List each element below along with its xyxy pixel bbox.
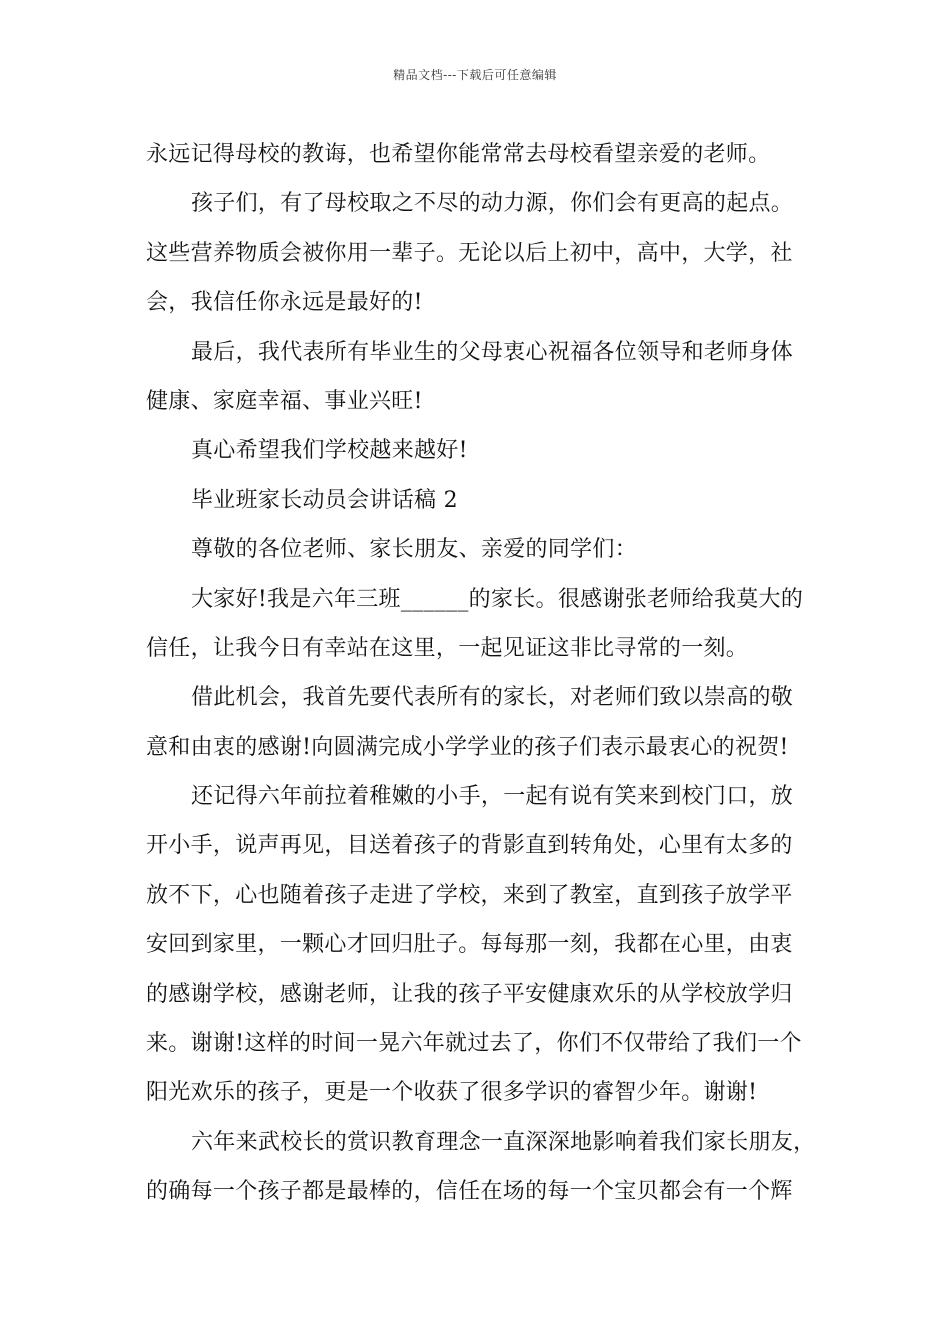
text-line: 的确每一个孩子都是最棒的，信任在场的每一个宝贝都会有一个辉 [146, 1179, 793, 1205]
text-line: 阳光欢乐的孩子，更是一个收获了很多学识的睿智少年。谢谢! [146, 1080, 758, 1106]
text-line: 来。谢谢!这样的时间一晃六年就过去了，你们不仅带给了我们一个 [146, 1031, 802, 1057]
paragraph-start-line: 最后，我代表所有毕业生的父母衷心祝福各位领导和老师身体 [191, 339, 794, 365]
paragraph-start-line: 六年来武校长的赏识教育理念一直深深地影响着我们家长朋友， [191, 1129, 816, 1155]
text-line: 这些营养物质会被你用一辈子。无论以后上初中，高中，大学，社 [146, 240, 793, 266]
salutation-line: 尊敬的各位老师、家长朋友、亲爱的同学们： [191, 537, 638, 563]
text-line: 放不下，心也随着孩子走进了学校，来到了教室，直到孩子放学平 [146, 882, 793, 908]
paragraph-start-line: 借此机会，我首先要代表所有的家长，对老师们致以崇高的敬 [191, 685, 794, 711]
paragraph-start-line: 孩子们，有了母校取之不尽的动力源，你们会有更高的起点。 [191, 191, 794, 217]
text-line: 健康、家庭幸福、事业兴旺! [146, 388, 423, 414]
paragraph-start-line: 真心希望我们学校越来越好! [191, 438, 468, 464]
text-line: 永远记得母校的教诲，也希望你能常常去母校看望亲爱的老师。 [146, 142, 771, 167]
text-line: 安回到家里，一颗心才回归肚子。每每那一刻，我都在心里，由衷 [146, 932, 793, 958]
paragraph-start-line: 大家好!我是六年三班______的家长。很感谢张老师给我莫大的 [191, 586, 804, 612]
section-title: 毕业班家长动员会讲话稿 2 [191, 487, 458, 513]
text-line: 的感谢学校，感谢老师，让我的孩子平安健康欢乐的从学校放学归 [146, 981, 793, 1007]
document-body [146, 130, 836, 1217]
text-line: 会，我信任你永远是最好的! [146, 290, 423, 316]
page-header-note: 精品文档---下载后可任意编辑 [393, 68, 557, 82]
paragraph-start-line: 还记得六年前拉着稚嫩的小手，一起有说有笑来到校门口，放 [191, 784, 794, 810]
text-line: 开小手，说声再见，目送着孩子的背影直到转角处，心里有太多的 [146, 833, 793, 859]
text-line: 信任，让我今日有幸站在这里，一起见证这非比寻常的一刻。 [146, 635, 749, 661]
text-line: 意和由衷的感谢!向圆满完成小学学业的孩子们表示最衷心的祝贺! [146, 734, 789, 760]
